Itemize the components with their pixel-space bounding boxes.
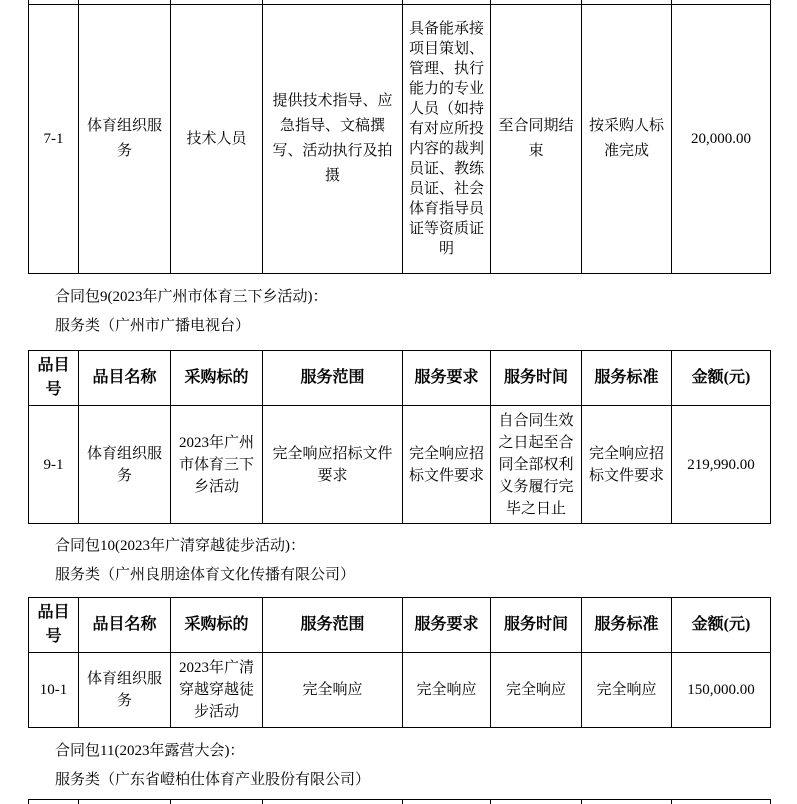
cell-procurement-target: 2023年广清穿越穿越徒步活动 xyxy=(171,653,263,728)
cell-amount: 219,990.00 xyxy=(672,406,771,524)
cell-service-scope: 完全响应招标文件要求 xyxy=(263,406,403,524)
table-package10 xyxy=(28,597,771,728)
header-item-no: 品目号 xyxy=(29,598,79,653)
cell-item-no: 9-1 xyxy=(29,406,79,524)
cell-service-time: 至合同期结束 xyxy=(491,5,582,274)
cell-amount: 150,000.00 xyxy=(672,653,771,728)
table-row xyxy=(29,653,771,728)
header-amount: 金额(元) xyxy=(672,598,771,653)
cell-procurement-target: 技术人员 xyxy=(171,5,263,274)
package11-title: 合同包11(2023年露营大会)： xyxy=(55,743,245,759)
package10-subtitle: 服务类（广州良朋途体育文化传播有限公司） xyxy=(55,567,356,583)
cell-item-name: 体育组织服务 xyxy=(79,5,171,274)
header-item-name: 品目名称 xyxy=(79,598,171,653)
package11-subtitle: 服务类（广东省嶝柏仕体育产业股份有限公司） xyxy=(55,772,371,788)
header-amount: 金额(元) xyxy=(672,351,771,406)
cell-item-no: 10-1 xyxy=(29,653,79,728)
table-row-cutoff xyxy=(29,800,771,804)
cell-service-requirement: 具备能承接项目策划、管理、执行能力的专业人员（如持有对应所投内容的裁判员证、教练员证、社会体育指导员证等资质证明 xyxy=(403,5,491,274)
header-procurement-target: 采购标的 xyxy=(171,351,263,406)
table-header-row xyxy=(29,598,771,653)
package9-title: 合同包9(2023年广州市体育三下乡活动)： xyxy=(55,289,328,305)
header-service-standard: 服务标准 xyxy=(582,598,672,653)
table-header-row xyxy=(29,351,771,406)
table-package7 xyxy=(28,0,771,274)
cell-amount: 20,000.00 xyxy=(672,5,771,274)
table-package11 xyxy=(28,799,771,804)
cell-service-scope: 提供技术指导、应急指导、文稿撰写、活动执行及拍摄 xyxy=(263,5,403,274)
header-service-requirement: 服务要求 xyxy=(403,598,491,653)
header-service-time: 服务时间 xyxy=(491,351,582,406)
header-procurement-target: 采购标的 xyxy=(171,598,263,653)
package10-title: 合同包10(2023年广清穿越徒步活动)： xyxy=(55,538,305,554)
cell-item-name: 体育组织服务 xyxy=(79,653,171,728)
cell-service-time: 完全响应 xyxy=(491,653,582,728)
table-row xyxy=(29,406,771,524)
cell-service-scope: 完全响应 xyxy=(263,653,403,728)
header-service-requirement: 服务要求 xyxy=(403,351,491,406)
cell-service-requirement: 完全响应 xyxy=(403,653,491,728)
cell-service-time: 自合同生效之日起至合同全部权利义务履行完毕之日止 xyxy=(491,406,582,524)
cell-service-requirement: 完全响应招标文件要求 xyxy=(403,406,491,524)
cell-service-standard: 完全响应招标文件要求 xyxy=(582,406,672,524)
header-service-time: 服务时间 xyxy=(491,598,582,653)
cell-service-standard: 按采购人标准完成 xyxy=(582,5,672,274)
cell-item-no: 7-1 xyxy=(29,5,79,274)
package9-subtitle: 服务类（广州市广播电视台） xyxy=(55,318,251,334)
header-service-scope: 服务范围 xyxy=(263,598,403,653)
table-package9 xyxy=(28,350,771,524)
table-row xyxy=(29,5,771,274)
cell-item-name: 体育组织服务 xyxy=(79,406,171,524)
header-service-standard: 服务标准 xyxy=(582,351,672,406)
header-service-scope: 服务范围 xyxy=(263,351,403,406)
header-item-name: 品目名称 xyxy=(79,351,171,406)
cell-procurement-target: 2023年广州市体育三下乡活动 xyxy=(171,406,263,524)
header-item-no: 品目号 xyxy=(29,351,79,406)
cell-service-standard: 完全响应 xyxy=(582,653,672,728)
